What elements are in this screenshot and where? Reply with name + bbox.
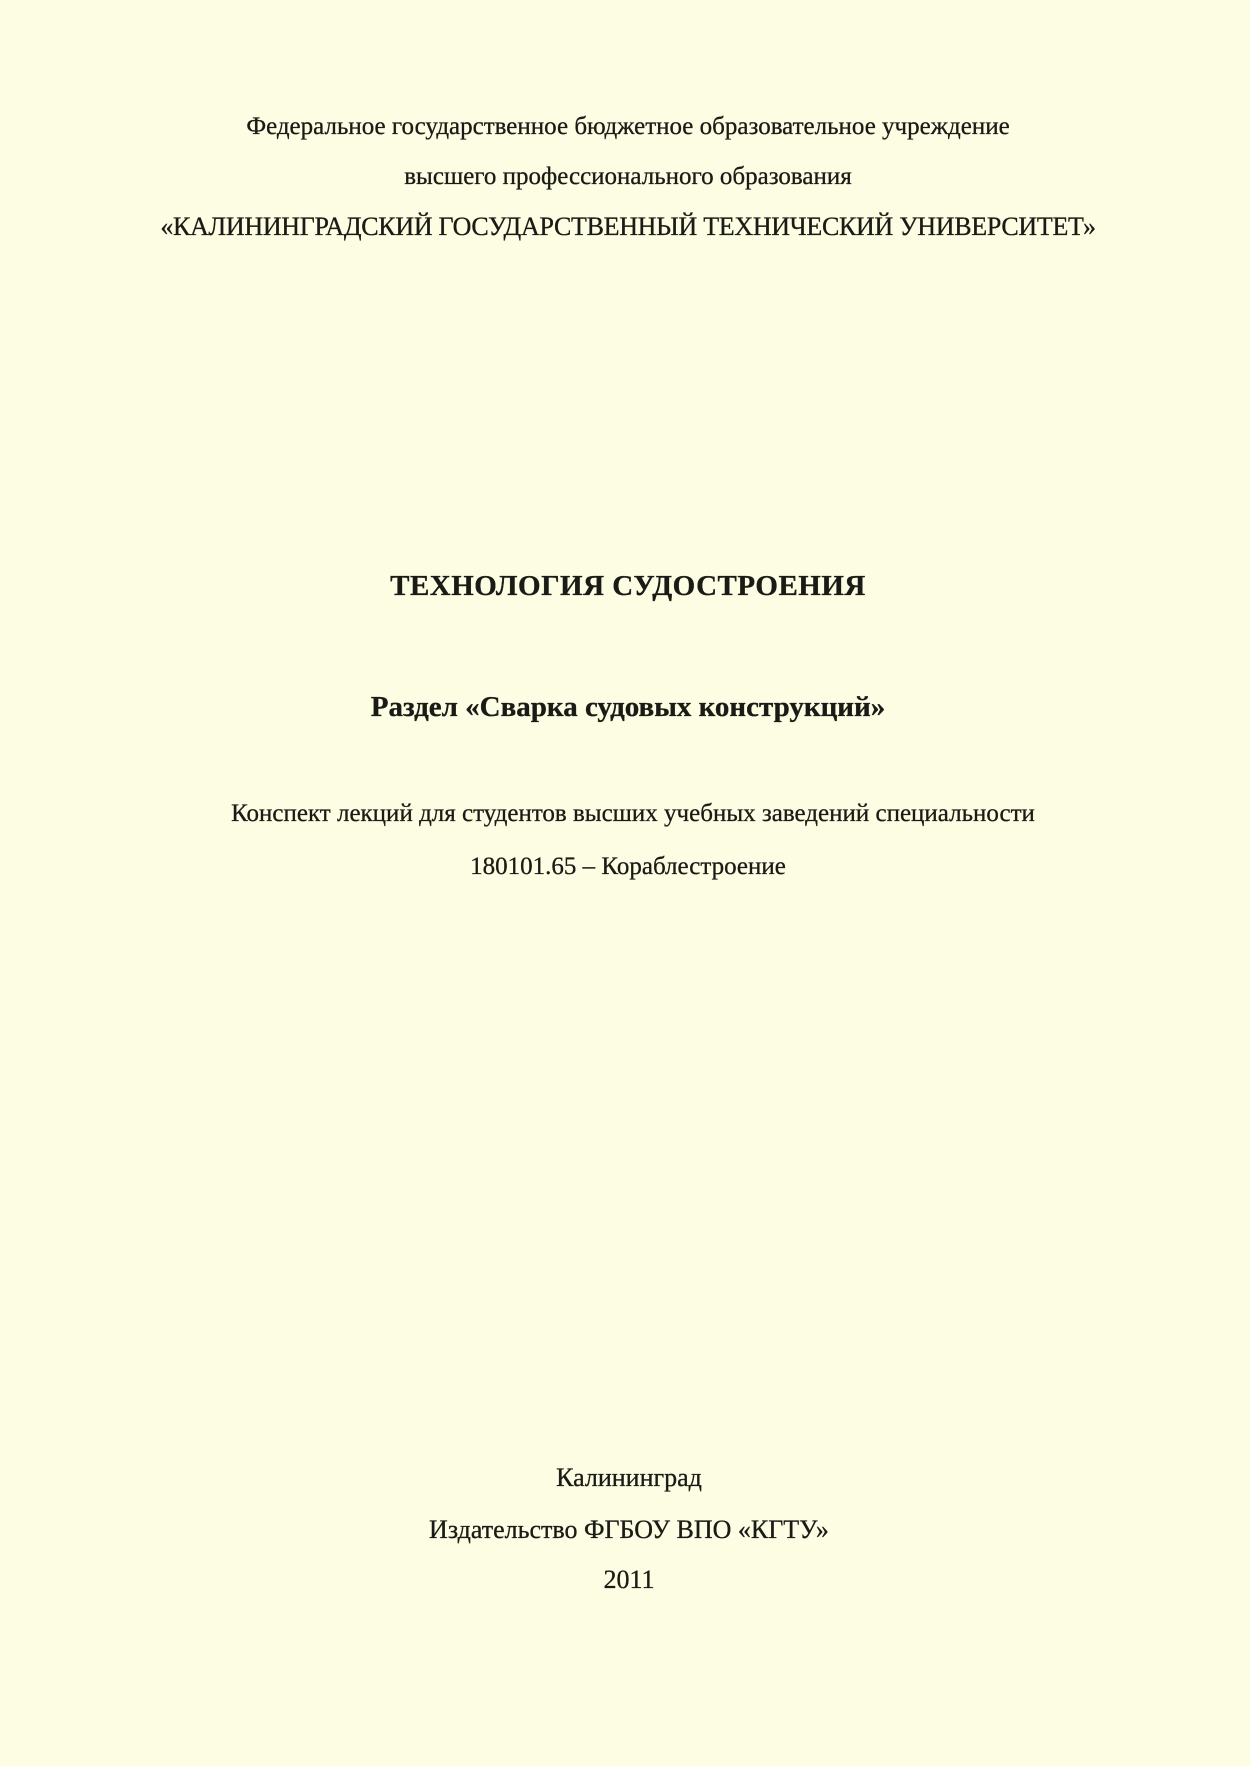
publisher: Издательство ФГБОУ ВПО «КГТУ»: [429, 1515, 829, 1544]
publication-city: Калининград: [556, 1463, 702, 1492]
institution-line-1: Федеральное государственное бюджетное образовательное учреждение: [246, 113, 1010, 140]
document-title: ТЕХНОЛОГИЯ СУДОСТРОЕНИЯ: [390, 570, 866, 602]
university-name: «КАЛИНИНГРАДСКИЙ ГОСУДАРСТВЕННЫЙ ТЕХНИЧЕСКИЙ УНИВЕРСИТЕТ»: [160, 212, 1096, 241]
description-line-2: 180101.65 – Кораблестроение: [470, 853, 786, 880]
publication-year: 2011: [603, 1565, 655, 1594]
institution-line-2: высшего профессионального образования: [404, 163, 852, 190]
section-title: Раздел «Сварка судовых конструкций»: [370, 691, 886, 723]
description-line-1: Конспект лекций для студентов высших учебных заведений специальности: [231, 800, 1035, 827]
